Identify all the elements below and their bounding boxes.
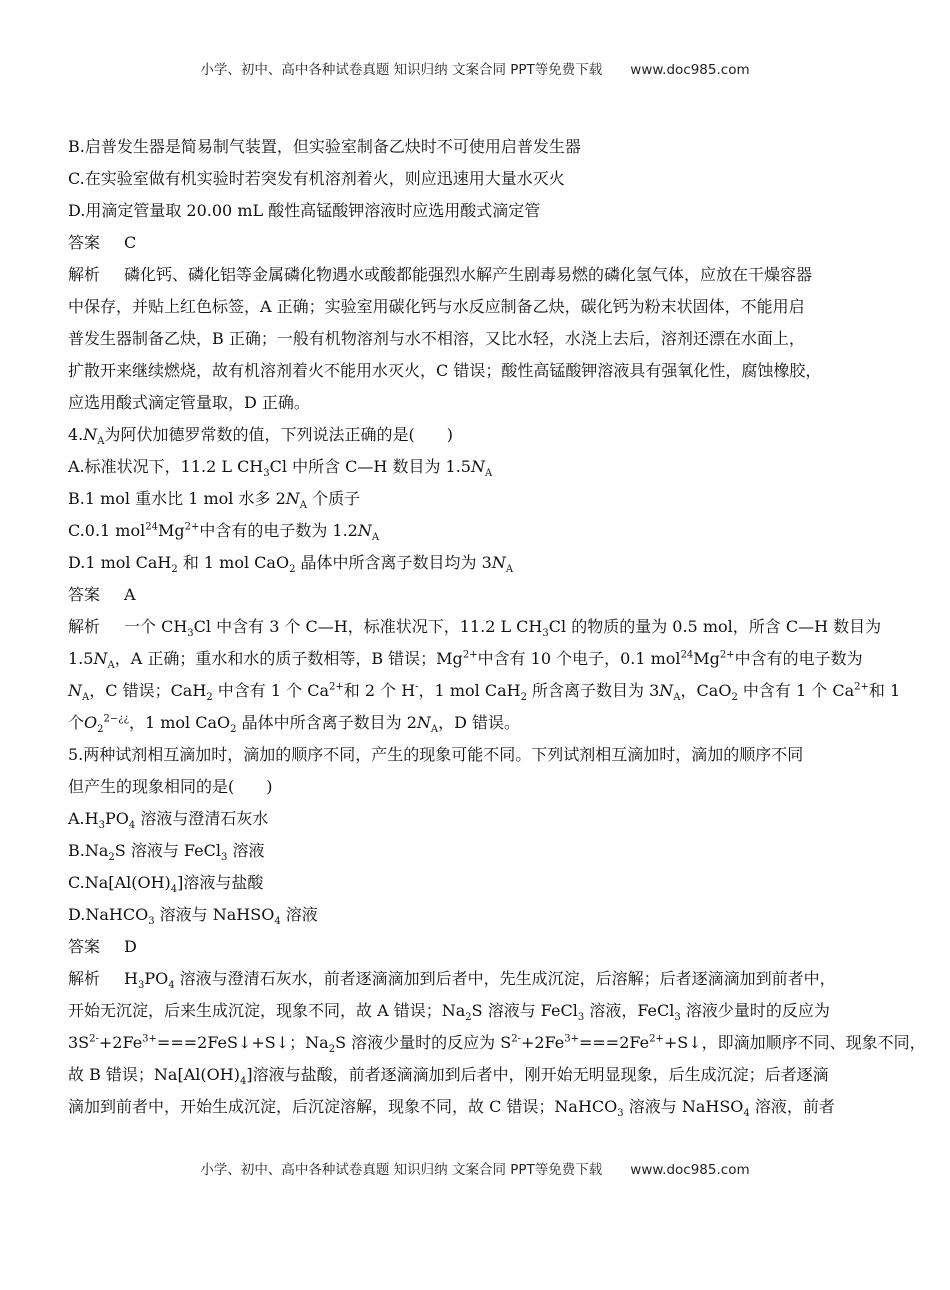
q5-answer: 答案 D [68, 937, 137, 956]
q5-analysis-line-4: 故 B 错误；$Na[Al(OH)_4]$溶液与盐酸，前者逐滴滴加到后者中，刚开始无明显现象，后生成沉淀；后者逐滴 [68, 1065, 829, 1088]
document-body [68, 131, 926, 1123]
page-footer [0, 1158, 950, 1178]
header-text: 小学、初中、高中各种试卷真题 知识归纳 文案合同 PPT等免费下载 [200, 62, 603, 78]
q5-analysis-line-3: $3S^{2-}+2Fe^{3+}===2FeS↓+S↓$；$Na_2S$ 溶液少量时的反应为 $S^{2-}+2Fe^{3+}===2Fe^{2+}+S↓$，即滴加顺序不同、现象不同， [68, 1033, 926, 1056]
q4-answer: 答案 A [68, 585, 136, 604]
q5-stem-line-2: 但产生的现象相同的是( ) [68, 777, 273, 796]
q5-option-a: $A.H_3PO_4$ 溶液与澄清石灰水 [68, 809, 269, 832]
q5-analysis-line-2: 开始无沉淀，后来生成沉淀，现象不同，故 A 错误；$Na_2S$ 溶液与 FeCl$_3$ 溶液，FeCl$_3$ 溶液少量时的反应为 [68, 1001, 830, 1024]
header-url[interactable]: www.doc985.com [630, 62, 750, 78]
q3-analysis-line-4: 扩散开来继续燃烧，故有机溶剂着火不能用水灭火，C 错误；酸性高锰酸钾溶液具有强氧化性，腐蚀橡胶， [68, 361, 822, 380]
q5-option-b: $B.Na_2S$ 溶液与 FeCl$_3$ 溶液 [68, 841, 265, 864]
q3-answer: 答案 C [68, 233, 137, 252]
q4-analysis-line-3: $N_A$，C 错误；CaH$_2$ 中含有 1 个 $Ca^{2+}$和 2 个 H-，1 mol CaH$_2$ 所含离子数目为 $3N_A$，CaO$_2$ 中含有 1 个 $Ca^{2+}$和 1 [68, 681, 901, 704]
footer-text: 小学、初中、高中各种试卷真题 知识归纳 文案合同 PPT等免费下载 [200, 1162, 603, 1178]
q5-option-d: D.NaHCO$_3$ 溶液与 NaHSO$_4$ 溶液 [68, 905, 318, 928]
q5-stem-line-1: 5.两种试剂相互滴加时，滴加的顺序不同，产生的现象可能不同。下列试剂相互滴加时，滴加的顺序不同 [68, 745, 804, 764]
page-header [0, 58, 950, 78]
q3-analysis-line-3: 普发生器制备乙炔，B 正确；一般有机物溶剂与水不相溶，又比水轻，水浇上去后，溶剂还漂在水面上， [68, 329, 805, 348]
q4-option-b: B.1 mol 重水比 1 mol 水多 $2N_A$ 个质子 [68, 489, 361, 512]
q3-option-c: C.在实验室做有机实验时若突发有机溶剂着火，则应迅速用大量水灭火 [68, 169, 565, 188]
q3-analysis-line-1: 解析 磷化钙、磷化铝等金属磷化物遇水或酸都能强烈水解产生剧毒易燃的磷化氢气体，应放在干燥容器 [68, 265, 813, 284]
q4-analysis-line-2: $1.5N_A$，A 正确；重水和水的质子数相等，B 错误；$Mg^{2+}$中含有 10 个电子，0.1 $mol^{24}Mg^{2+}$中含有的电子数为 [68, 649, 863, 672]
q5-option-c: $C.Na[Al(OH)_4]$溶液与盐酸 [68, 873, 264, 896]
q5-analysis-line-5: 滴加到前者中，开始生成沉淀，后沉淀溶解，现象不同，故 C 错误；NaHCO$_3$ 溶液与 NaHSO$_4$ 溶液，前者 [68, 1097, 835, 1120]
q3-analysis-line-5: 应选用酸式滴定管量取，D 正确。 [68, 393, 310, 412]
q3-option-d: D.用滴定管量取 20.00 mL 酸性高锰酸钾溶液时应选用酸式滴定管 [68, 201, 541, 220]
q4-option-c: C.0.1 $mol^{24}Mg^{2+}$中含有的电子数为 $1.2N_A$ [68, 521, 380, 544]
footer-url[interactable]: www.doc985.com [630, 1162, 750, 1178]
q4-analysis-line-4: 个$O_2^{2-¿¿}$，1 mol CaO$_2$ 晶体中所含离子数目为 $2N_A$，D 错误。 [68, 713, 521, 736]
q4-stem: $4.N_A$为阿伏加德罗常数的值，下列说法正确的是( ) [68, 425, 453, 448]
q4-analysis-line-1: 解析 一个 $CH_3Cl$ 中含有 3 个 C—H，标准状况下，11.2 L $CH_3Cl$ 的物质的量为 0.5 mol，所含 C—H 数目为 [68, 617, 882, 640]
q3-analysis-line-2: 中保存，并贴上红色标签，A 正确；实验室用碳化钙与水反应制备乙炔，碳化钙为粉末状固体，不能用启 [68, 297, 805, 316]
q4-option-a: A.标准状况下，11.2 L $CH_3Cl$ 中所含 C—H 数目为 $1.5N_A$ [68, 457, 493, 480]
q4-option-d: D.1 mol CaH$_2$ 和 1 mol CaO$_2$ 晶体中所含离子数目均为 $3N_A$ [68, 553, 514, 576]
q3-option-b: B.启普发生器是简易制气装置，但实验室制备乙炔时不可使用启普发生器 [68, 137, 581, 156]
q5-analysis-line-1: 解析 $H_3PO_4$ 溶液与澄清石灰水，前者逐滴滴加到后者中，先生成沉淀，后溶解；后者逐滴滴加到前者中， [68, 969, 836, 992]
